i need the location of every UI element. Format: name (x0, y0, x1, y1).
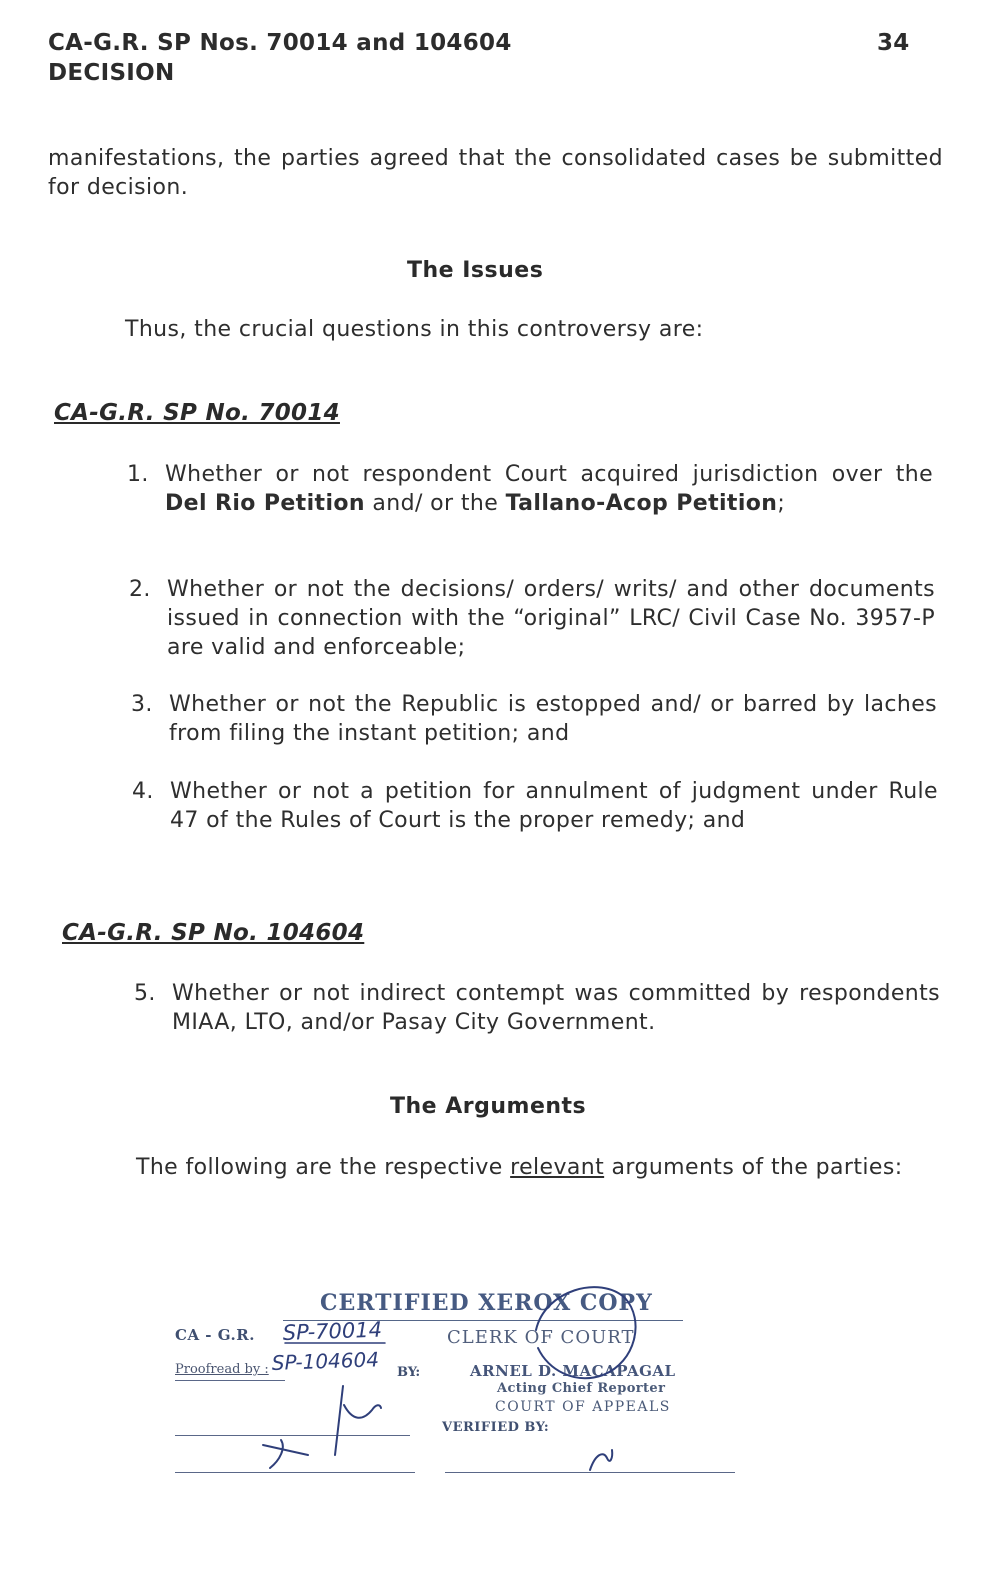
underlined-word: relevant (510, 1155, 605, 1180)
initial-stroke (270, 1440, 283, 1468)
stamp-ca-label: CA - G.R. (175, 1326, 255, 1344)
stamp-court: COURT OF APPEALS (495, 1399, 671, 1415)
issue-text: Whether or not a petition for annulment of judgment under Rule 47 of the Rules of Court is the proper remedy; and (170, 779, 938, 833)
page-number: 34 (877, 30, 910, 56)
issue-number: 3. (131, 692, 153, 717)
arguments-text-part: The following are the respective (136, 1155, 511, 1180)
header-doc-type: DECISION (48, 60, 175, 86)
petition-name-del-rio: Del Rio Petition (165, 491, 365, 516)
opening-paragraph: manifestations, the parties agreed that the consolidated cases be submitted for decision. (48, 146, 943, 200)
stamp-by: BY: (397, 1365, 421, 1380)
issue-text-part: Whether or not respondent Court acquired jurisdiction over the (165, 462, 933, 487)
signature-loop (536, 1287, 636, 1378)
header-case-numbers: CA-G.R. SP Nos. 70014 and 104604 (48, 30, 512, 56)
stamp-title: CERTIFIED XEROX COPY (320, 1290, 653, 1316)
subcase-heading-70014: CA-G.R. SP No. 70014 (54, 400, 340, 426)
arguments-text-part: arguments of the parties: (604, 1155, 903, 1180)
issue-text: Whether or not the decisions/ orders/ writs/ and other documents issued in connection with the “original” LRC/ Civil Case No. 3957-P are valid and enforceable; (167, 577, 935, 660)
petition-name-tallano-acop: Tallano-Acop Petition (505, 491, 778, 516)
issue-number: 4. (132, 779, 154, 804)
initial-stroke (263, 1445, 308, 1455)
issue-number: 5. (134, 981, 156, 1006)
issue-text-part: and/ or the (364, 491, 506, 516)
initial-stroke (590, 1450, 612, 1470)
stamp-verified: VERIFIED BY: (442, 1420, 550, 1435)
issue-number: 2. (129, 577, 151, 602)
issues-intro: Thus, the crucial questions in this controversy are: (125, 317, 704, 342)
stamp-role: Acting Chief Reporter (497, 1381, 666, 1396)
arguments-heading: The Arguments (390, 1094, 587, 1119)
issues-heading: The Issues (407, 258, 544, 283)
stamp-name: ARNEL D. MACAPAGAL (470, 1362, 676, 1380)
issue-number: 1. (127, 462, 149, 487)
issue-text: Whether or not indirect contempt was committed by respondents MIAA, LTO, and/or Pasay City Government. (172, 981, 940, 1035)
handwritten-case-2: SP-104604 (271, 1347, 380, 1375)
stamp-clerk: CLERK OF COURT (447, 1327, 635, 1348)
subcase-heading-104604: CA-G.R. SP No. 104604 (62, 920, 365, 946)
stamp-proofread: Proofread by : (175, 1362, 269, 1377)
handwritten-case-1: SP-70014 (282, 1317, 383, 1345)
issue-text: Whether or not the Republic is estopped and/ or barred by laches from filing the instant petition; and (169, 692, 937, 746)
initial-stroke (344, 1405, 381, 1418)
initial-stroke (335, 1386, 343, 1455)
issue-text-part: ; (777, 491, 786, 516)
